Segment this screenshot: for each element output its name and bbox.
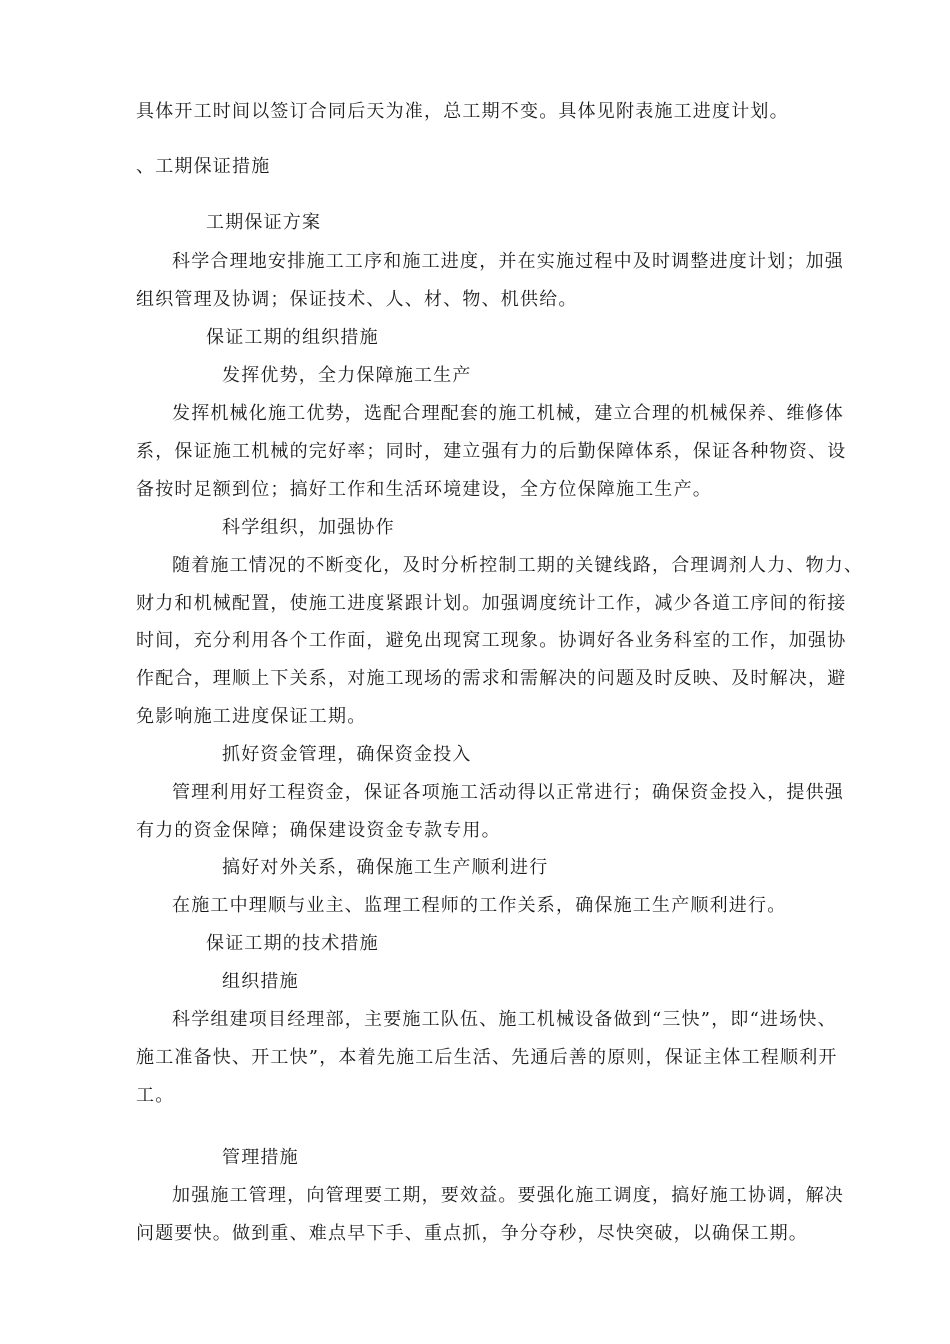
heading-external-relations: 搞好对外关系，确保施工生产顺利进行 bbox=[222, 857, 549, 878]
heading-coordination: 科学组织，加强协作 bbox=[222, 517, 395, 538]
paragraph-line: 问题要快。做到重、难点早下手、重点抓，争分夺秒，尽快突破，以确保工期。 bbox=[136, 1223, 808, 1244]
paragraph-line: 备按时足额到位；搞好工作和生活环境建设，全方位保障施工生产。 bbox=[136, 479, 712, 500]
heading-management: 管理措施 bbox=[222, 1147, 299, 1168]
intro-text: 具体开工时间以签订合同后天为准，总工期不变。具体见附表施工进度计划。 bbox=[136, 101, 789, 122]
paragraph-line: 系，保证施工机械的完好率；同时，建立强有力的后勤保障体系，保证各种物资、设 bbox=[136, 441, 847, 462]
paragraph-line: 财力和机械配置，使施工进度紧跟计划。加强调度统计工作，减少各道工序间的衔接 bbox=[136, 593, 847, 614]
paragraph-line: 施工准备快、开工快”，本着先施工后生活、先通后善的原则，保证主体工程顺利开 bbox=[136, 1047, 838, 1068]
paragraph-line: 科学组建项目经理部，主要施工队伍、施工机械设备做到“三快”，即“进场快、 bbox=[172, 1009, 837, 1030]
heading-advantage: 发挥优势，全力保障施工生产 bbox=[222, 365, 472, 386]
heading-schedule-scheme: 工期保证方案 bbox=[206, 212, 322, 233]
paragraph-line: 加强施工管理，向管理要工期，要效益。要强化施工调度，搞好施工协调，解决 bbox=[172, 1185, 844, 1206]
paragraph-line: 科学合理地安排施工工序和施工进度，并在实施过程中及时调整进度计划；加强 bbox=[172, 251, 844, 272]
section-heading: 、工期保证措施 bbox=[136, 156, 271, 177]
paragraph-line: 有力的资金保障；确保建设资金专款专用。 bbox=[136, 820, 501, 841]
paragraph-line: 管理利用好工程资金，保证各项施工活动得以正常进行；确保资金投入，提供强 bbox=[172, 782, 844, 803]
paragraph-line: 作配合，理顺上下关系，对施工现场的需求和需解决的问题及时反映、及时解决，避 bbox=[136, 668, 847, 689]
paragraph-line: 时间，充分利用各个工作面，避免出现窝工现象。协调好各业务科室的工作，加强协 bbox=[136, 630, 847, 651]
paragraph-line: 组织管理及协调；保证技术、人、材、物、机供给。 bbox=[136, 289, 578, 310]
heading-funds: 抓好资金管理，确保资金投入 bbox=[222, 744, 472, 765]
paragraph-line: 工。 bbox=[136, 1085, 175, 1106]
paragraph-line: 随着施工情况的不断变化，及时分析控制工期的关键线路，合理调剂人力、物力、 bbox=[172, 555, 864, 576]
heading-technical-measures: 保证工期的技术措施 bbox=[206, 933, 379, 954]
heading-organization-measures: 保证工期的组织措施 bbox=[206, 327, 379, 348]
paragraph-line: 免影响施工进度保证工期。 bbox=[136, 706, 367, 727]
heading-organization: 组织措施 bbox=[222, 971, 299, 992]
paragraph-line: 发挥机械化施工优势，选配合理配套的施工机械，建立合理的机械保养、维修体 bbox=[172, 403, 844, 424]
paragraph-line: 在施工中理顺与业主、监理工程师的工作关系，确保施工生产顺利进行。 bbox=[172, 895, 787, 916]
